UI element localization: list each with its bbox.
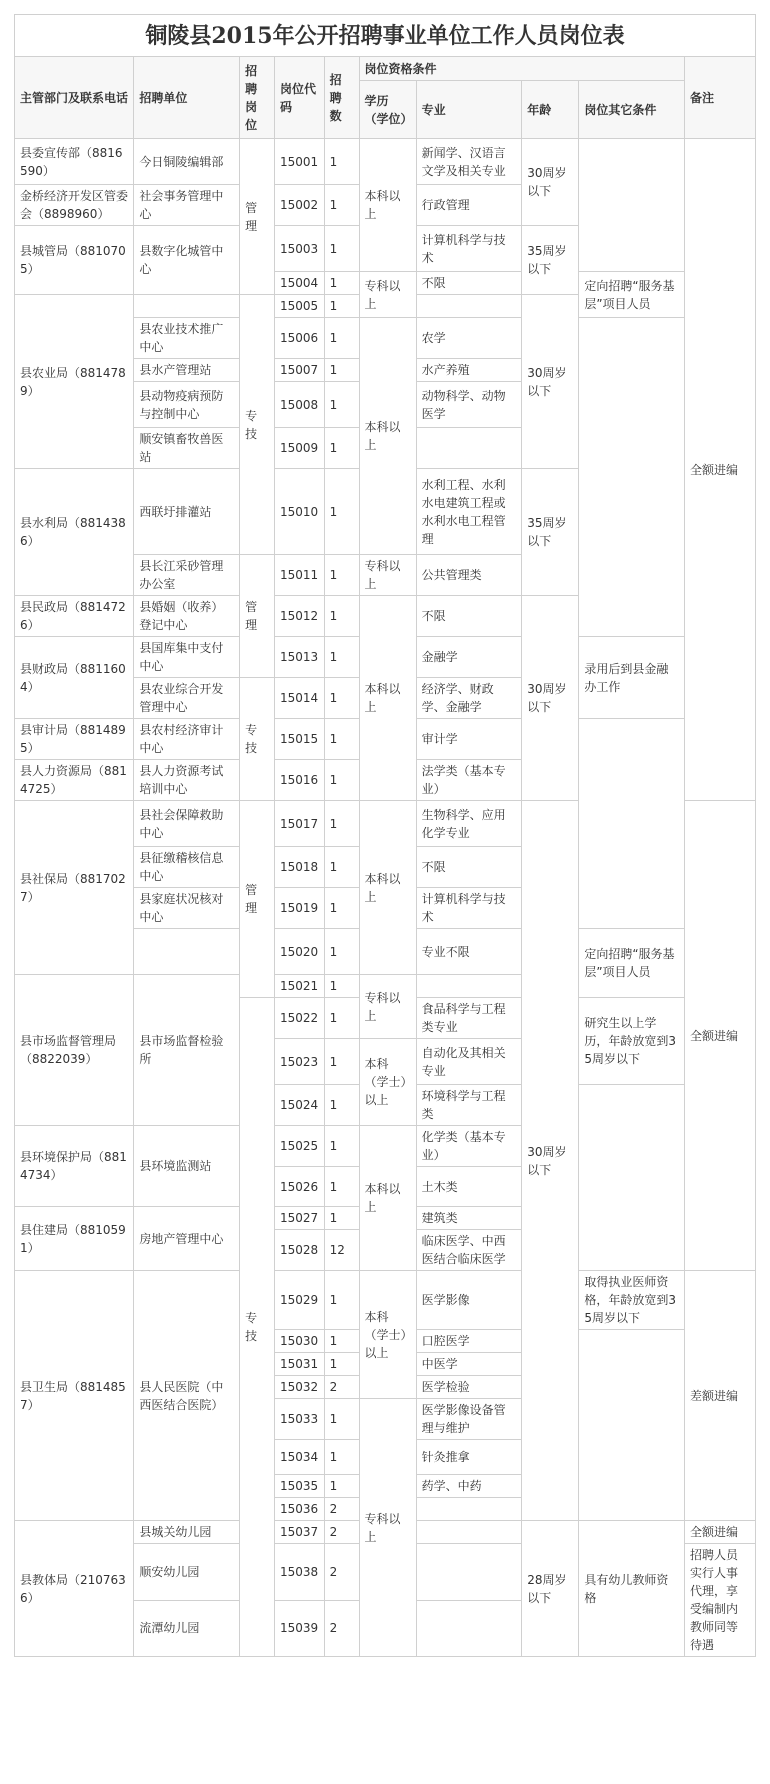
education-cell: 本科（学士）以上: [359, 1271, 416, 1399]
unit-cell: 县动物疫病预防与控制中心: [134, 382, 240, 428]
header-edu: 学历（学位）: [359, 81, 416, 139]
education-cell: 本科（学士）以上: [359, 1039, 416, 1126]
major-cell: 经济学、财政学、金融学: [416, 678, 522, 719]
other-condition-cell: 取得执业医师资格，年龄放宽到35周岁以下: [579, 1271, 685, 1330]
post-code-cell: 15036: [274, 1498, 324, 1521]
major-cell: [416, 1544, 522, 1601]
unit-cell: 顺安幼儿园: [134, 1544, 240, 1601]
unit-cell: 县社会保障救助中心: [134, 801, 240, 847]
post-kind-cell: 管理: [240, 139, 275, 295]
major-cell: 公共管理类: [416, 555, 522, 596]
job-table-wrapper: [14, 14, 756, 1657]
recruit-count-cell: 2: [324, 1498, 359, 1521]
recruit-count-cell: 1: [324, 469, 359, 555]
post-code-cell: 15023: [274, 1039, 324, 1085]
unit-cell: 县征缴稽核信息中心: [134, 847, 240, 888]
header-conditions: 岗位资格条件: [359, 57, 685, 81]
post-code-cell: 15004: [274, 272, 324, 295]
recruit-count-cell: 1: [324, 226, 359, 272]
major-cell: 计算机科学与技术: [416, 226, 522, 272]
post-code-cell: 15020: [274, 929, 324, 975]
recruit-count-cell: 1: [324, 975, 359, 998]
major-cell: 临床医学、中西医结合临床医学: [416, 1230, 522, 1271]
major-cell: 水利工程、水利水电建筑工程或水利水电工程管理: [416, 469, 522, 555]
post-code-cell: 15003: [274, 226, 324, 272]
recruit-count-cell: 2: [324, 1544, 359, 1601]
major-cell: [416, 975, 522, 998]
unit-cell: 县婚姻（收养）登记中心: [134, 596, 240, 637]
unit-cell: 县农业技术推广中心: [134, 318, 240, 359]
education-cell: 本科以上: [359, 596, 416, 801]
major-cell: 行政管理: [416, 185, 522, 226]
remark-cell: 招聘人员实行人事代理，享受编制内教师同等待遇: [685, 1544, 756, 1657]
header-count: 招聘数: [324, 57, 359, 139]
recruit-count-cell: 1: [324, 318, 359, 359]
major-cell: 口腔医学: [416, 1330, 522, 1353]
other-condition-cell: [579, 139, 685, 272]
post-code-cell: 15007: [274, 359, 324, 382]
dept-cell: 县教体局（2107636）: [15, 1521, 134, 1657]
recruit-count-cell: 1: [324, 678, 359, 719]
recruit-count-cell: 1: [324, 1085, 359, 1126]
header-kind: 招聘岗位: [240, 57, 275, 139]
unit-cell: 县环境监测站: [134, 1126, 240, 1207]
post-code-cell: 15034: [274, 1440, 324, 1475]
other-condition-cell: 具有幼儿教师资格: [579, 1521, 685, 1657]
post-code-cell: 15016: [274, 760, 324, 801]
post-code-cell: 15006: [274, 318, 324, 359]
post-code-cell: 15009: [274, 428, 324, 469]
major-cell: [416, 1521, 522, 1544]
unit-cell: 县水产管理站: [134, 359, 240, 382]
post-code-cell: 15024: [274, 1085, 324, 1126]
post-code-cell: 15030: [274, 1330, 324, 1353]
recruit-count-cell: 1: [324, 637, 359, 678]
post-code-cell: 15025: [274, 1126, 324, 1167]
post-code-cell: 15008: [274, 382, 324, 428]
recruit-count-cell: 1: [324, 888, 359, 929]
education-cell: 本科以上: [359, 318, 416, 555]
remark-cell: 差额进编: [685, 1271, 756, 1521]
job-table: [14, 14, 756, 1657]
age-cell: 30周岁以下: [522, 801, 579, 1521]
post-code-cell: 15011: [274, 555, 324, 596]
recruit-count-cell: 1: [324, 295, 359, 318]
major-cell: 自动化及其相关专业: [416, 1039, 522, 1085]
recruit-count-cell: 1: [324, 847, 359, 888]
unit-cell: 顺安镇畜牧兽医站: [134, 428, 240, 469]
post-code-cell: 15038: [274, 1544, 324, 1601]
major-cell: 农学: [416, 318, 522, 359]
major-cell: 医学影像设备管理与维护: [416, 1399, 522, 1440]
recruit-count-cell: 1: [324, 1167, 359, 1207]
major-cell: 水产养殖: [416, 359, 522, 382]
post-code-cell: 15026: [274, 1167, 324, 1207]
dept-cell: 县委宣传部（8816590）: [15, 139, 134, 185]
education-cell: 专科以上: [359, 1399, 416, 1657]
remark-cell: 全额进编: [685, 801, 756, 1271]
major-cell: 土木类: [416, 1167, 522, 1207]
recruit-count-cell: 1: [324, 1207, 359, 1230]
other-condition-cell: 录用后到县金融办工作: [579, 637, 685, 719]
remark-cell: 全额进编: [685, 139, 756, 801]
other-condition-cell: [579, 1085, 685, 1271]
other-condition-cell: 研究生以上学历，年龄放宽到35周岁以下: [579, 998, 685, 1085]
post-kind-cell: 专技: [240, 678, 275, 801]
post-code-cell: 15029: [274, 1271, 324, 1330]
header-other: 岗位其它条件: [579, 81, 685, 139]
education-cell: 本科以上: [359, 139, 416, 272]
major-cell: 化学类（基本专业）: [416, 1126, 522, 1167]
recruit-count-cell: 1: [324, 1399, 359, 1440]
post-kind-cell: 管理: [240, 801, 275, 998]
post-code-cell: 15032: [274, 1376, 324, 1399]
dept-cell: 县水利局（8814386）: [15, 469, 134, 596]
age-cell: 30周岁以下: [522, 596, 579, 801]
header-dept: 主管部门及联系电话: [15, 57, 134, 139]
unit-cell: 县家庭状况核对中心: [134, 888, 240, 929]
header-major: 专业: [416, 81, 522, 139]
header-age: 年龄: [522, 81, 579, 139]
unit-cell: 西联圩排灌站: [134, 469, 240, 555]
recruit-count-cell: 1: [324, 596, 359, 637]
dept-cell: 县卫生局（8814857）: [15, 1271, 134, 1521]
header-unit: 招聘单位: [134, 57, 240, 139]
unit-cell: [134, 929, 240, 975]
unit-cell: [134, 295, 240, 318]
unit-cell: 县人力资源考试培训中心: [134, 760, 240, 801]
dept-cell: 县城管局（8810705）: [15, 226, 134, 295]
education-cell: 本科以上: [359, 801, 416, 975]
major-cell: [416, 428, 522, 469]
other-condition-cell: [579, 719, 685, 929]
dept-cell: 县农业局（8814789）: [15, 295, 134, 469]
education-cell: 专科以上: [359, 555, 416, 596]
other-condition-cell: 定向招聘“服务基层”项目人员: [579, 929, 685, 998]
dept-cell: 金桥经济开发区管委会（8898960）: [15, 185, 134, 226]
recruit-count-cell: 12: [324, 1230, 359, 1271]
major-cell: 计算机科学与技术: [416, 888, 522, 929]
dept-cell: 县市场监督管理局（8822039）: [15, 975, 134, 1126]
major-cell: 药学、中药: [416, 1475, 522, 1498]
unit-cell: 房地产管理中心: [134, 1207, 240, 1271]
recruit-count-cell: 1: [324, 1126, 359, 1167]
major-cell: [416, 1600, 522, 1657]
unit-cell: 县农业综合开发管理中心: [134, 678, 240, 719]
major-cell: 不限: [416, 596, 522, 637]
major-cell: 金融学: [416, 637, 522, 678]
post-code-cell: 15002: [274, 185, 324, 226]
unit-cell: 县国库集中支付中心: [134, 637, 240, 678]
major-cell: 新闻学、汉语言文学及相关专业: [416, 139, 522, 185]
age-cell: 30周岁以下: [522, 295, 579, 469]
major-cell: [416, 1498, 522, 1521]
post-code-cell: 15035: [274, 1475, 324, 1498]
header-remark: 备注: [685, 57, 756, 139]
recruit-count-cell: 1: [324, 272, 359, 295]
unit-cell: 社会事务管理中心: [134, 185, 240, 226]
post-code-cell: 15019: [274, 888, 324, 929]
post-code-cell: 15028: [274, 1230, 324, 1271]
major-cell: 动物科学、动物医学: [416, 382, 522, 428]
recruit-count-cell: 1: [324, 139, 359, 185]
major-cell: 审计学: [416, 719, 522, 760]
dept-cell: 县住建局（8810591）: [15, 1207, 134, 1271]
education-cell: 专科以上: [359, 272, 416, 318]
recruit-count-cell: 1: [324, 1440, 359, 1475]
major-cell: 不限: [416, 272, 522, 295]
recruit-count-cell: 1: [324, 359, 359, 382]
unit-cell: 流潭幼儿园: [134, 1600, 240, 1657]
header-code: 岗位代码: [274, 57, 324, 139]
post-code-cell: 15037: [274, 1521, 324, 1544]
education-cell: 本科以上: [359, 1126, 416, 1271]
post-code-cell: 15017: [274, 801, 324, 847]
major-cell: 医学影像: [416, 1271, 522, 1330]
recruit-count-cell: 2: [324, 1376, 359, 1399]
dept-cell: 县人力资源局（8814725）: [15, 760, 134, 801]
recruit-count-cell: 1: [324, 185, 359, 226]
post-code-cell: 15018: [274, 847, 324, 888]
unit-cell: 县长江采砂管理办公室: [134, 555, 240, 596]
recruit-count-cell: 1: [324, 998, 359, 1039]
post-code-cell: 15031: [274, 1353, 324, 1376]
unit-cell: 县人民医院（中西医结合医院）: [134, 1271, 240, 1521]
post-code-cell: 15022: [274, 998, 324, 1039]
other-condition-cell: [579, 318, 685, 637]
major-cell: 专业不限: [416, 929, 522, 975]
age-cell: 30周岁以下: [522, 139, 579, 226]
table-row: [15, 1271, 756, 1330]
recruit-count-cell: 1: [324, 555, 359, 596]
post-code-cell: 15012: [274, 596, 324, 637]
post-code-cell: 15015: [274, 719, 324, 760]
post-code-cell: 15005: [274, 295, 324, 318]
recruit-count-cell: 1: [324, 760, 359, 801]
age-cell: 35周岁以下: [522, 226, 579, 295]
post-code-cell: 15033: [274, 1399, 324, 1440]
education-cell: 专科以上: [359, 975, 416, 1039]
post-code-cell: 15021: [274, 975, 324, 998]
recruit-count-cell: 1: [324, 1039, 359, 1085]
recruit-count-cell: 1: [324, 1330, 359, 1353]
major-cell: 生物科学、应用化学专业: [416, 801, 522, 847]
major-cell: 食品科学与工程类专业: [416, 998, 522, 1039]
unit-cell: 县城关幼儿园: [134, 1521, 240, 1544]
major-cell: 建筑类: [416, 1207, 522, 1230]
other-condition-cell: [579, 1330, 685, 1521]
dept-cell: 县财政局（8811604）: [15, 637, 134, 719]
major-cell: 医学检验: [416, 1376, 522, 1399]
recruit-count-cell: 1: [324, 1353, 359, 1376]
age-cell: 28周岁以下: [522, 1521, 579, 1657]
recruit-count-cell: 2: [324, 1600, 359, 1657]
recruit-count-cell: 2: [324, 1521, 359, 1544]
post-code-cell: 15039: [274, 1600, 324, 1657]
unit-cell: 县市场监督检验所: [134, 975, 240, 1126]
major-cell: 中医学: [416, 1353, 522, 1376]
post-kind-cell: 管理: [240, 555, 275, 678]
table-row: [15, 139, 756, 185]
dept-cell: 县环境保护局（8814734）: [15, 1126, 134, 1207]
major-cell: 不限: [416, 847, 522, 888]
unit-cell: 县数字化城管中心: [134, 226, 240, 295]
major-cell: 法学类（基本专业）: [416, 760, 522, 801]
other-condition-cell: 定向招聘“服务基层”项目人员: [579, 272, 685, 318]
post-code-cell: 15013: [274, 637, 324, 678]
dept-cell: 县审计局（8814895）: [15, 719, 134, 760]
recruit-count-cell: 1: [324, 929, 359, 975]
major-cell: 针灸推拿: [416, 1440, 522, 1475]
post-kind-cell: 专技: [240, 998, 275, 1657]
major-cell: 环境科学与工程类: [416, 1085, 522, 1126]
dept-cell: 县民政局（8814726）: [15, 596, 134, 637]
table-body: [15, 139, 756, 1657]
unit-cell: 今日铜陵编辑部: [134, 139, 240, 185]
page-title: 铜陵县2015年公开招聘事业单位工作人员岗位表: [15, 15, 756, 57]
major-cell: [416, 295, 522, 318]
recruit-count-cell: 1: [324, 801, 359, 847]
post-code-cell: 15027: [274, 1207, 324, 1230]
post-code-cell: 15001: [274, 139, 324, 185]
recruit-count-cell: 1: [324, 428, 359, 469]
age-cell: 35周岁以下: [522, 469, 579, 596]
dept-cell: 县社保局（8817027）: [15, 801, 134, 975]
recruit-count-cell: 1: [324, 382, 359, 428]
post-code-cell: 15010: [274, 469, 324, 555]
post-kind-cell: 专技: [240, 295, 275, 555]
post-code-cell: 15014: [274, 678, 324, 719]
recruit-count-cell: 1: [324, 1271, 359, 1330]
recruit-count-cell: 1: [324, 719, 359, 760]
unit-cell: 县农村经济审计中心: [134, 719, 240, 760]
recruit-count-cell: 1: [324, 1475, 359, 1498]
remark-cell: 全额进编: [685, 1521, 756, 1544]
